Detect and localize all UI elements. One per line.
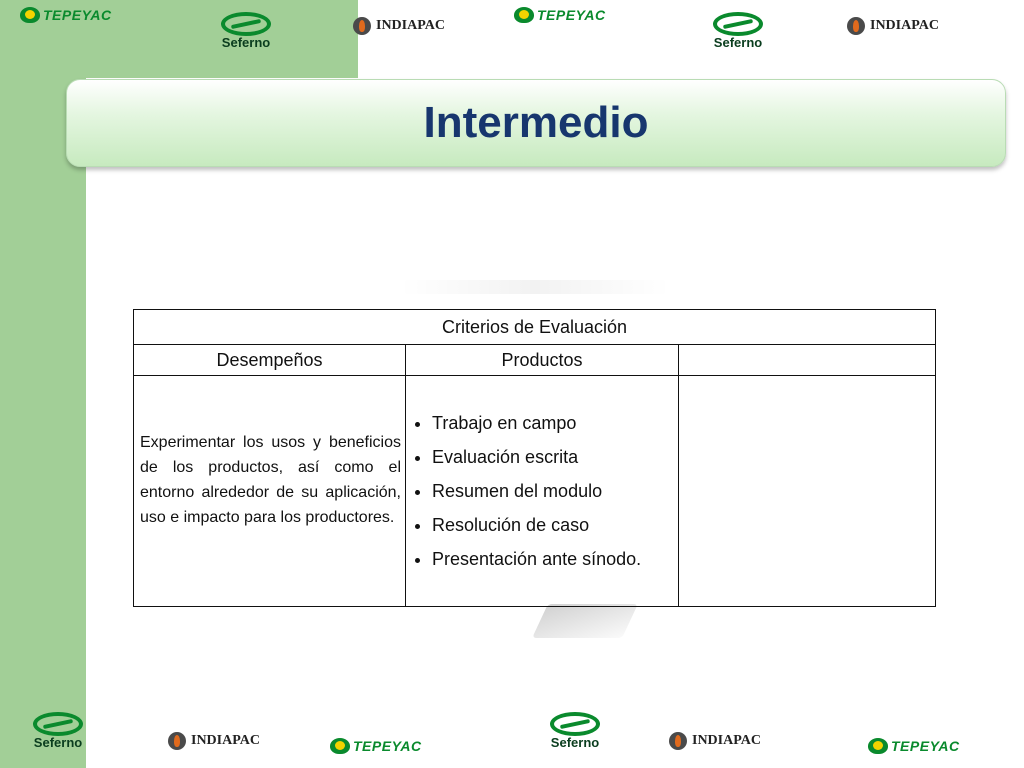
criteria-table	[133, 309, 936, 607]
background-artifact	[400, 280, 670, 294]
empty-cell	[679, 376, 936, 607]
table-caption-row	[134, 310, 936, 345]
list-item: • Resumen del modulo	[432, 474, 672, 508]
list-item: • Presentación ante sínodo.	[432, 542, 672, 576]
header-productos: Productos	[406, 345, 679, 376]
seferno-logo: Seferno	[214, 12, 278, 50]
seferno-icon	[713, 12, 763, 36]
header-empty	[679, 345, 936, 376]
productos-cell	[406, 376, 679, 607]
seferno-icon	[221, 12, 271, 36]
seferno-icon	[550, 712, 600, 736]
list-item: • Resolución de caso	[432, 508, 672, 542]
tepeyac-icon	[514, 7, 534, 23]
table-header-row	[134, 345, 936, 376]
indiapac-icon	[353, 17, 371, 35]
indiapac-logo: INDIAPAC	[168, 732, 260, 750]
indiapac-logo: INDIAPAC	[669, 732, 761, 750]
tepeyac-icon	[330, 738, 350, 754]
table-caption: Criterios de Evaluación	[134, 310, 936, 345]
tepeyac-icon	[868, 738, 888, 754]
title-banner	[66, 79, 1006, 167]
indiapac-icon	[669, 732, 687, 750]
seferno-logo: Seferno	[26, 712, 90, 750]
desempeno-cell: Experimentar los usos y beneficios de los productos, así como el entorno alrededor de su aplicación, uso e impacto para los productores.	[134, 376, 406, 607]
indiapac-icon	[168, 732, 186, 750]
header-desempenos: Desempeños	[134, 345, 406, 376]
tepeyac-logo: TEPEYAC	[514, 7, 606, 23]
indiapac-icon	[847, 17, 865, 35]
indiapac-logo: INDIAPAC	[353, 17, 445, 35]
slide-title: Intermedio	[423, 98, 649, 147]
seferno-icon	[33, 712, 83, 736]
indiapac-logo: INDIAPAC	[847, 17, 939, 35]
table-row	[134, 376, 936, 607]
list-item: • Trabajo en campo	[432, 406, 672, 440]
tepeyac-logo: TEPEYAC	[868, 738, 960, 754]
seferno-logo: Seferno	[543, 712, 607, 750]
tepeyac-logo: TEPEYAC	[330, 738, 422, 754]
tepeyac-logo: TEPEYAC	[20, 7, 112, 23]
tepeyac-icon	[20, 7, 40, 23]
seferno-logo: Seferno	[706, 12, 770, 50]
productos-list	[410, 406, 672, 576]
background-artifact	[532, 604, 638, 638]
list-item: • Evaluación escrita	[432, 440, 672, 474]
